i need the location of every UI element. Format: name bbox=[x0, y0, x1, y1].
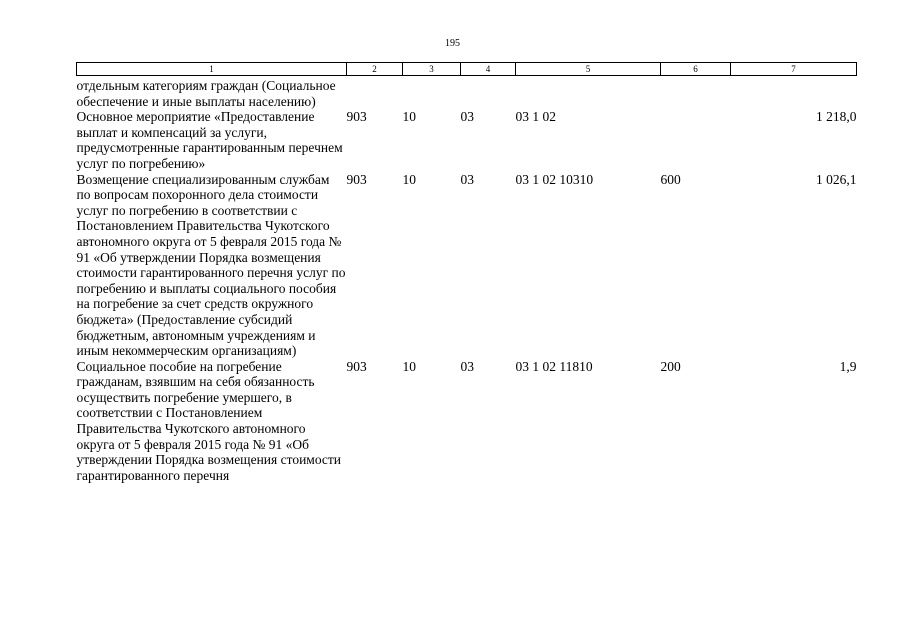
row-sum: 1 026,1 bbox=[816, 171, 857, 187]
column-header-4: 4 bbox=[461, 63, 516, 76]
row-grbs: 903 bbox=[346, 171, 367, 187]
row-subsection bbox=[461, 76, 516, 110]
row-name: Возмещение специализированным службам по вопросам похоронного дела стоимости услуг по погребению в соответствии с Постановлением Правительства Чукотского автономного округа от 5 февраля 2015 года № 91 «Об утверждении Порядка возмещения стоимости гарантированного перечня услуг по погребению и выплаты социального пособия на погребение за счет средств окружного бюджета» (Предоставление субсидий бюджетным, автономным учреждениям и иным некоммерческим организациям) bbox=[76, 171, 346, 359]
column-header-1: 1 bbox=[77, 63, 347, 76]
row-expense-type: 200 bbox=[660, 358, 681, 374]
row-name: отдельным категориям граждан (Социальное обеспечение и иные выплаты населению) bbox=[76, 78, 336, 109]
table-header-row bbox=[77, 63, 857, 76]
row-section: 10 bbox=[402, 171, 416, 187]
row-target-article: 03 1 02 10310 bbox=[515, 171, 594, 187]
row-subsection: 03 bbox=[460, 109, 474, 125]
column-header-2: 2 bbox=[347, 63, 403, 76]
column-header-5: 5 bbox=[516, 63, 661, 76]
row-section bbox=[403, 76, 461, 110]
row-target-article bbox=[516, 76, 661, 110]
row-grbs bbox=[347, 76, 403, 110]
column-header-7: 7 bbox=[731, 63, 857, 76]
row-sum: 1,9 bbox=[839, 358, 857, 374]
row-sum: 1 218,0 bbox=[816, 109, 857, 125]
row-expense-type bbox=[661, 76, 731, 110]
row-target-article: 03 1 02 bbox=[515, 109, 556, 125]
table-row bbox=[77, 109, 857, 171]
row-section: 10 bbox=[402, 358, 416, 374]
page-number: 195 bbox=[445, 38, 460, 49]
budget-table bbox=[76, 62, 857, 483]
row-grbs: 903 bbox=[346, 109, 367, 125]
column-header-3: 3 bbox=[403, 63, 461, 76]
row-sum bbox=[731, 76, 857, 110]
column-header-6: 6 bbox=[661, 63, 731, 76]
row-name: Основное мероприятие «Предоставление выплат и компенсаций за услуги, предусмотренные гарантированным перечнем услуг по погребению» bbox=[76, 109, 343, 171]
table-row bbox=[77, 359, 857, 484]
row-expense-type: 600 bbox=[660, 171, 681, 187]
table-row bbox=[77, 172, 857, 359]
row-subsection: 03 bbox=[460, 358, 474, 374]
row-target-article: 03 1 02 11810 bbox=[515, 358, 593, 374]
row-grbs: 903 bbox=[346, 358, 367, 374]
row-subsection: 03 bbox=[460, 171, 474, 187]
row-section: 10 bbox=[402, 109, 416, 125]
row-expense-type bbox=[661, 109, 731, 171]
row-name: Социальное пособие на погребение гражданам, взявшим на себя обязанность осуществить погребение умершего, в соответствии с Постановлением Правительства Чукотского автономного округа от 5 февраля 2015 года № 91 «Об утверждении Порядка возмещения стоимости гарантированного перечня bbox=[76, 358, 342, 483]
table-row bbox=[77, 76, 857, 110]
